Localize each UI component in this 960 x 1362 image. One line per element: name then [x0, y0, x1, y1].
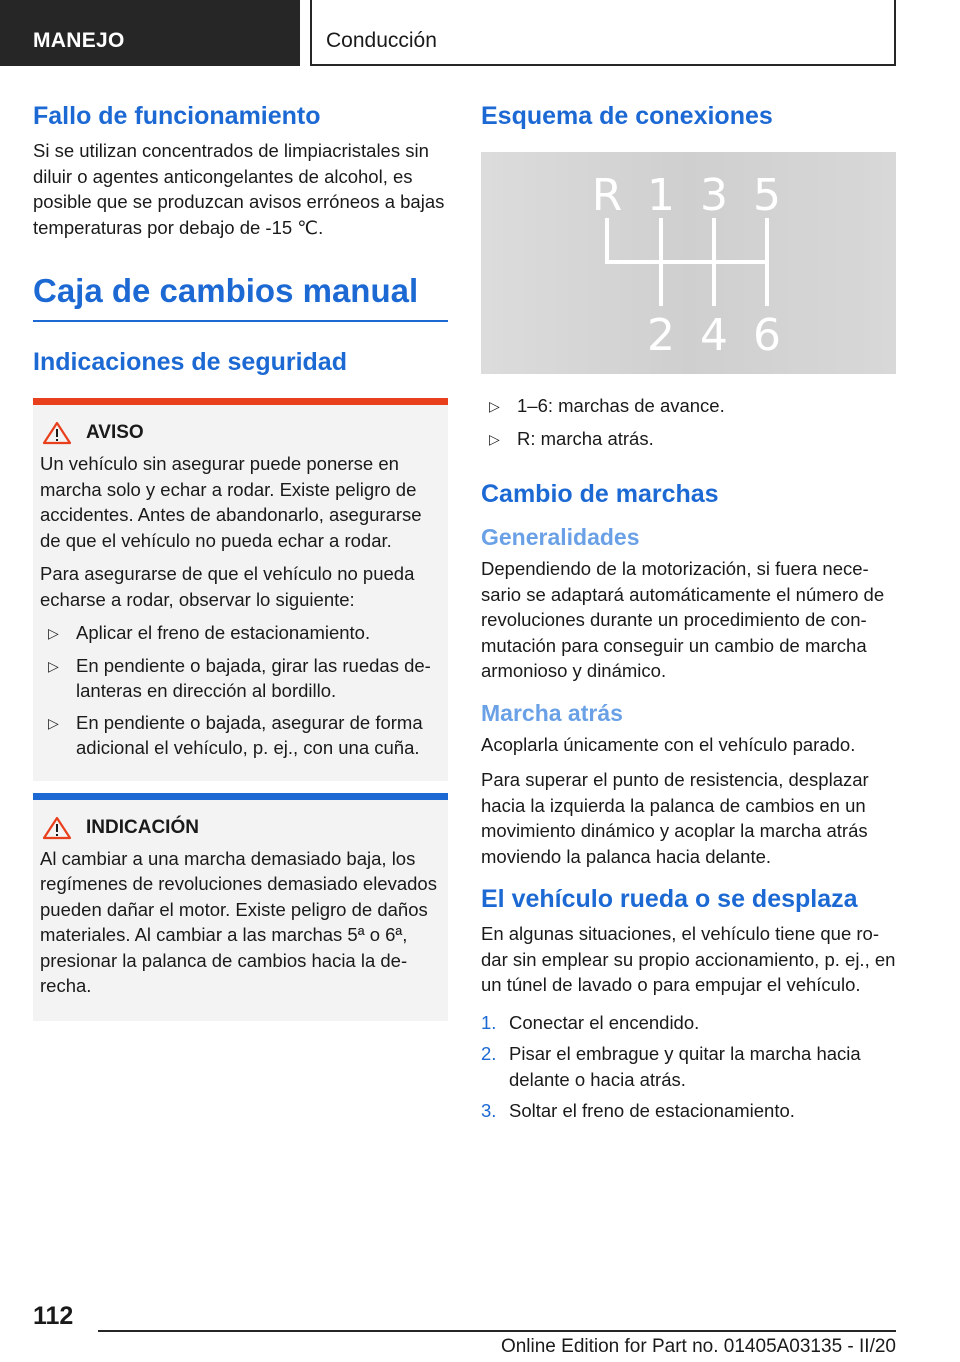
gear-label-3: 3 — [700, 170, 728, 221]
rolling-text: En algunas situaciones, el vehículo tiene que rodar sin emplear su propio accionamiento, p. ej., en un túnel de lavado o para empujar el vehículo. — [481, 923, 896, 995]
bullet-triangle-icon: ▷ — [48, 714, 59, 731]
warning-heading — [42, 421, 441, 445]
note-text: Al cambiar a una marcha demasiado baja, los regímenes de revoluciones demasiado elevados pueden dañar el motor. Existe peligro de daños materiales. Al cambiar a las marchas 5ª o 6ª, presionar la palanca de cambios hacia la derecha. — [40, 847, 437, 996]
list-item: 1. Conectar el encendido. — [481, 1011, 700, 1033]
note-label: INDICACIÓN — [86, 816, 199, 838]
safety-title: Indicaciones de seguridad — [33, 348, 347, 376]
gear-label-5: 5 — [753, 170, 781, 221]
list-item: 3. Soltar el freno de estacionamiento. — [481, 1100, 795, 1121]
list-item: ▷ R: marcha atrás. — [481, 426, 896, 453]
right-column — [481, 100, 896, 1130]
diagram-title: Esquema de conexiones — [481, 102, 773, 130]
bullet-triangle-icon: ▷ — [48, 625, 59, 641]
warning-text-1: Un vehículo sin asegurar puede ponerse en marcha solo y echar a rodar. Existe peligro de accidentes. Antes de abandonarlo, asegurarse de que el vehículo no pueda echar a rodar. — [40, 453, 422, 551]
list-item: ▷ En pendiente o bajada, girar las ruedas delanteras en dirección al bordillo. — [40, 653, 441, 704]
list-item: ▷ Aplicar el freno de estacionamiento. — [40, 620, 441, 647]
rolling-steps — [481, 1010, 896, 1124]
left-column — [33, 100, 448, 1021]
shifting-title: Cambio de marchas — [481, 480, 719, 508]
gear-label-6: 6 — [753, 310, 781, 361]
gear-label-4: 4 — [700, 310, 728, 361]
warning-box — [33, 398, 448, 781]
page-number: 112 — [33, 1302, 74, 1330]
chapter-title: Caja de cambios manual — [33, 270, 448, 322]
warning-triangle-icon — [42, 421, 72, 445]
footer-divider — [98, 1330, 896, 1332]
gear-label-1: 1 — [647, 170, 675, 221]
warning-text-2: Para asegurarse de que el vehículo no pueda echarse a rodar, observar lo siguiente: — [40, 563, 415, 610]
list-item: ▷ 1–6: marchas de avance. — [481, 393, 896, 420]
list-item: ▷ En pendiente o bajada, asegurar de forma adicional el vehículo, p. ej., con una cuña. — [40, 710, 441, 761]
diagram-list — [481, 393, 896, 452]
reverse-title: Marcha atrás — [481, 699, 623, 726]
general-title: Generalidades — [481, 524, 640, 550]
general-text: Dependiendo de la motorización, si fuera necesario se adaptará automáticamente el número de revoluciones durante un procedimiento de conmutación para conseguir un cambio de marcha armonioso y dinámico. — [481, 558, 885, 681]
list-item: 2. Pisar el embrague y quitar la marcha hacia delante o hacia atrás. — [481, 1043, 861, 1090]
gear-shift-diagram — [481, 152, 896, 374]
section-tab: MANEJO — [0, 0, 300, 66]
reverse-text-1: Acoplarla únicamente con el vehículo parado. — [481, 733, 856, 755]
note-heading — [42, 816, 441, 840]
note-box — [33, 793, 448, 1021]
chapter-tab: Conducción — [310, 0, 896, 66]
page-header — [0, 0, 960, 66]
warning-label: AVISO — [86, 422, 144, 443]
malfunction-title: Fallo de funcionamiento — [33, 102, 321, 130]
bullet-triangle-icon: ▷ — [489, 430, 500, 447]
reverse-text-2: Para superar el punto de resistencia, desplazar hacia la izquierda la palanca de cambios en un movimiento dinámico y acoplar la marcha atrás moviendo la palanca hacia delante. — [481, 769, 869, 867]
bullet-triangle-icon: ▷ — [48, 657, 59, 674]
bullet-triangle-icon: ▷ — [489, 398, 500, 414]
rolling-title: El vehículo rueda o se desplaza — [481, 885, 858, 913]
warning-triangle-icon — [42, 816, 72, 840]
gear-label-r: R — [591, 170, 623, 221]
malfunction-text: Si se utilizan concentrados de limpiacristales sin diluir o agentes anticongelantes de alcohol, es posible que se produzcan avisos erróneos a bajas temperaturas por debajo de -15 ℃. — [33, 140, 445, 238]
warning-list — [40, 620, 441, 761]
gear-label-2: 2 — [647, 310, 675, 361]
footer-edition: Online Edition for Part no. 01405A03135 - II/20 — [500, 1336, 896, 1357]
